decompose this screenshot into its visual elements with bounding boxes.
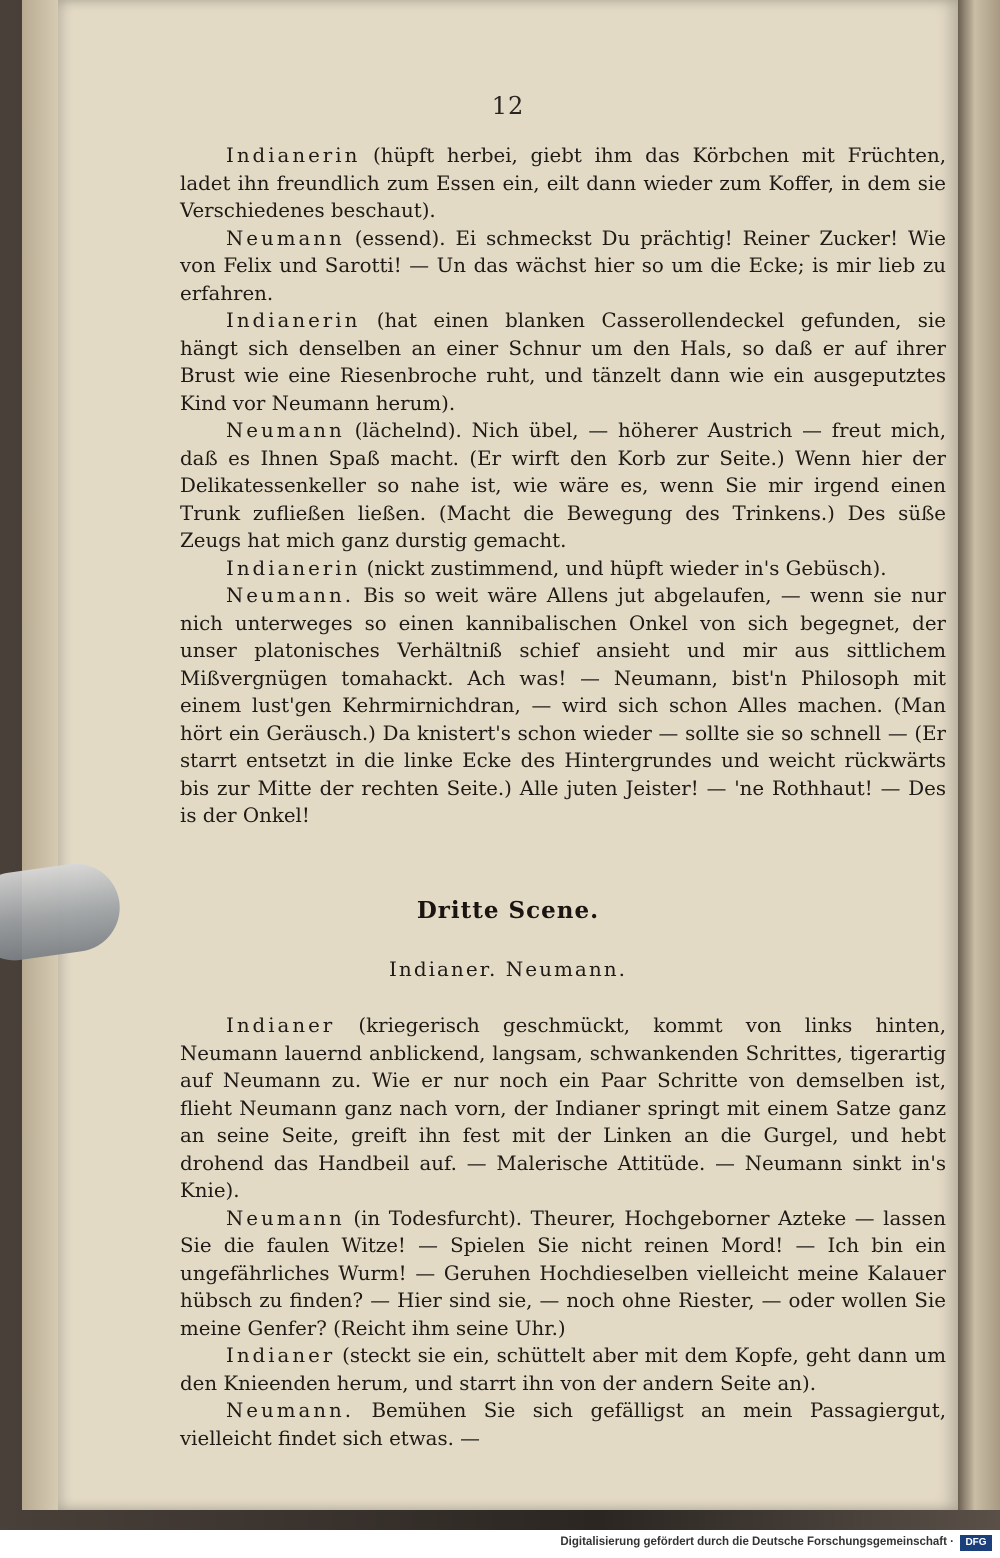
page-right-edge: [958, 0, 1000, 1510]
speaker: Indianerin: [226, 144, 361, 167]
book-page: [58, 0, 958, 1510]
paragraph: [180, 555, 946, 583]
paragraph: [180, 582, 946, 830]
paragraph: [180, 417, 946, 555]
footer-bar: [0, 1530, 1000, 1558]
stage-text: (hüpft herbei, giebt ihm das Körbchen mit Früchten, ladet ihn freundlich zum Essen ein, eilt dann wieder zum Koffer, in dem sie Verschiedenes beschaut).: [180, 144, 946, 222]
speaker: Neumann.: [226, 1399, 355, 1422]
stage-text: (lächelnd). Nich übel, — höherer Austrich — freut mich, daß es Ihnen Spaß macht. (Er wirft den Korb zur Seite.) Wenn hier der Delikatessenkeller so nahe ist, wie wäre es, wenn Sie mir irgend einen Trunk zufließen ließen. (Macht die Bewegung des Trinkens.) Des süße Zeugs hat mich ganz durstig gemacht.: [180, 419, 946, 552]
dfg-logo: DFG: [960, 1535, 992, 1551]
speaker: Neumann: [226, 1206, 345, 1230]
text-block-bottom: [180, 1012, 946, 1452]
page-left-edge: [22, 0, 62, 1510]
paragraph: [180, 307, 946, 417]
scene-persons: Indianer. Neumann.: [389, 957, 627, 981]
stage-text: (hat einen blanken Casserollendeckel gefunden, sie hängt sich denselben an einer Schnur um den Hals, so daß er auf ihrer Brust wie eine Riesenbroche ruht, und tänzelt dann wie ein ausgeputztes Kind vor Neumann herum).: [180, 309, 946, 415]
scene-title: Dritte Scene.: [416, 897, 600, 924]
text-block-top: [180, 142, 946, 830]
funding-note: Digitalisierung gefördert durch die Deutsche Forschungsgemeinschaft ·: [560, 1536, 954, 1548]
paragraph: [180, 1397, 946, 1452]
speaker: Indianer: [226, 1344, 336, 1367]
speaker: Neumann: [226, 226, 345, 250]
stage-text: (in Todesfurcht). Theurer, Hochgeborner Azteke — lassen Sie die faulen Witze! — Spielen Sie nicht reinen Mord! — Ich bin ein ungefährliches Wurm! — Geruhen Hochdieselben vielleicht meine Kalauer hübsch zu finden? — Hier sind sie, — noch ohne Riester, — oder wollen Sie meine Genfer? (Reicht ihm seine Uhr.): [180, 1206, 946, 1340]
stage-text: (essend). Ei schmeckst Du prächtig! Reiner Zucker! Wie von Felix und Sarotti! — Un das wächst hier so um die Ecke; is mir lieb zu erfahren.: [180, 226, 946, 305]
stage-text: (kriegerisch geschmückt, kommt von links hinten, Neumann lauernd anblickend, langsam, schwankenden Schrittes, tigerartig auf Neumann zu. Wie er nur noch ein Paar Schritte von demselben ist, flieht Neumann ganz nach vorn, der Indianer springt mit einem Satze ganz an seine Seite, greift ihn fest mit der Linken an die Gurgel, und hebt drohend das Handbeil auf. — Malerische Attitüde. — Neumann sinkt in's Knie).: [180, 1014, 946, 1202]
paragraph: [180, 1342, 946, 1397]
speaker: Indianer: [226, 1014, 336, 1037]
speaker: Indianerin: [226, 556, 361, 580]
stage-text: Bemühen Sie sich gefälligst an mein Passagiergut, vielleicht findet sich etwas. —: [180, 1399, 946, 1450]
stage-text: Bis so weit wäre Allens jut abgelaufen, — wenn sie nur nich unterweges so einen kannibalischen Onkel von sich begegnet, der unser platonisches Verhältniß schief ansieht und mir aus sittlichem Mißvergnügen tomahackt. Ach was! — Neumann, bist'n Philosoph mit einem lust'gen Kehrmirnichdran, — wird sich schon Alles machen. (Man hört ein Geräusch.) Da knistert's schon wieder — sollte sie so schnell — (Er starrt entsetzt in die linke Ecke des Hintergrundes und weicht rückwärts bis zur Mitte der rechten Seite.) Alle juten Jeister! — 'ne Rothhaut! — Des is der Onkel!: [180, 584, 946, 827]
paragraph: [180, 225, 946, 308]
paragraph: [180, 142, 946, 225]
speaker: Neumann.: [226, 584, 355, 607]
stage-text: (nickt zustimmend, und hüpft wieder in's Gebüsch).: [360, 556, 887, 580]
paragraph: [180, 1012, 946, 1205]
page-number: 12: [491, 92, 525, 120]
speaker: Neumann: [226, 419, 345, 442]
paragraph: [180, 1205, 946, 1343]
speaker: Indianerin: [226, 309, 361, 332]
stage-text: (steckt sie ein, schüttelt aber mit dem Kopfe, geht dann um den Knieenden herum, und starrt ihn von der andern Seite an).: [180, 1344, 946, 1395]
